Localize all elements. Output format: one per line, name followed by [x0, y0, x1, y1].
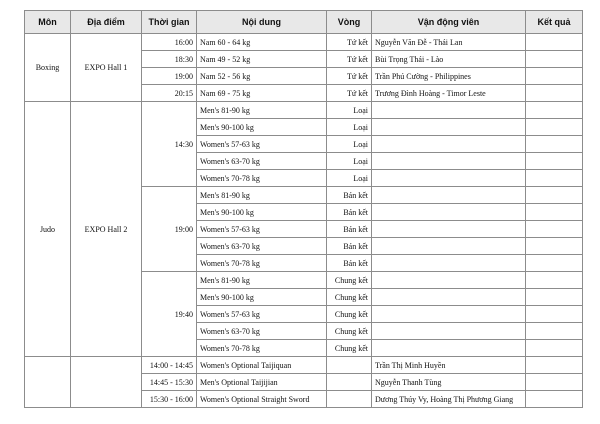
- content-cell: Women's 70-78 kg: [197, 255, 327, 272]
- round-cell: Chung kết: [327, 272, 372, 289]
- round-cell: Bán kết: [327, 238, 372, 255]
- round-cell: Tứ kết: [327, 85, 372, 102]
- result-cell: [526, 68, 583, 85]
- content-cell: Women's 57-63 kg: [197, 306, 327, 323]
- round-cell: Loại: [327, 119, 372, 136]
- result-cell: [526, 85, 583, 102]
- result-cell: [526, 323, 583, 340]
- athlete-cell: [372, 119, 526, 136]
- athlete-cell: [372, 221, 526, 238]
- content-cell: Nam 69 - 75 kg: [197, 85, 327, 102]
- athlete-cell: [372, 102, 526, 119]
- content-cell: Women's 63-70 kg: [197, 153, 327, 170]
- content-cell: Men's 90-100 kg: [197, 204, 327, 221]
- athlete-cell: [372, 170, 526, 187]
- sport-cell: [25, 357, 71, 408]
- time-cell: 18:30: [142, 51, 197, 68]
- time-cell: 14:00 - 14:45: [142, 357, 197, 374]
- round-cell: Loại: [327, 153, 372, 170]
- header-round: Vòng: [327, 11, 372, 34]
- result-cell: [526, 374, 583, 391]
- time-cell: 15:30 - 16:00: [142, 391, 197, 408]
- result-cell: [526, 272, 583, 289]
- result-cell: [526, 34, 583, 51]
- round-cell: Loại: [327, 170, 372, 187]
- schedule-body: [25, 34, 583, 408]
- round-cell: Tứ kết: [327, 68, 372, 85]
- round-cell: Loại: [327, 102, 372, 119]
- result-cell: [526, 204, 583, 221]
- result-cell: [526, 153, 583, 170]
- table-row: [25, 34, 583, 51]
- athlete-cell: Trần Phú Cường - Philippines: [372, 68, 526, 85]
- athlete-cell: [372, 204, 526, 221]
- content-cell: Women's 63-70 kg: [197, 238, 327, 255]
- athlete-cell: [372, 187, 526, 204]
- table-row: [25, 102, 583, 119]
- round-cell: [327, 357, 372, 374]
- content-cell: Women's 70-78 kg: [197, 170, 327, 187]
- athlete-cell: Nguyễn Văn Đễ - Thái Lan: [372, 34, 526, 51]
- header-row: [25, 11, 583, 34]
- athlete-cell: Trương Đình Hoàng - Timor Leste: [372, 85, 526, 102]
- round-cell: Chung kết: [327, 323, 372, 340]
- content-cell: Nam 60 - 64 kg: [197, 34, 327, 51]
- round-cell: Tứ kết: [327, 34, 372, 51]
- header-sport: Môn: [25, 11, 71, 34]
- content-cell: Women's 57-63 kg: [197, 221, 327, 238]
- round-cell: Bán kết: [327, 204, 372, 221]
- round-cell: Loại: [327, 136, 372, 153]
- result-cell: [526, 119, 583, 136]
- round-cell: Tứ kết: [327, 51, 372, 68]
- schedule-table: [24, 10, 583, 408]
- content-cell: Women's Optional Taijiquan: [197, 357, 327, 374]
- time-cell: 20:15: [142, 85, 197, 102]
- content-cell: Nam 52 - 56 kg: [197, 68, 327, 85]
- round-cell: [327, 391, 372, 408]
- athlete-cell: Trần Thị Minh Huyền: [372, 357, 526, 374]
- athlete-cell: [372, 238, 526, 255]
- round-cell: Chung kết: [327, 289, 372, 306]
- header-athlete: Vận động viên: [372, 11, 526, 34]
- venue-cell: [71, 357, 142, 408]
- result-cell: [526, 391, 583, 408]
- round-cell: Bán kết: [327, 187, 372, 204]
- round-cell: Chung kết: [327, 340, 372, 357]
- content-cell: Men's 81-90 kg: [197, 187, 327, 204]
- athlete-cell: Dương Thúy Vy, Hoàng Thị Phương Giang: [372, 391, 526, 408]
- content-cell: Women's 70-78 kg: [197, 340, 327, 357]
- venue-cell: EXPO Hall 1: [71, 34, 142, 102]
- result-cell: [526, 357, 583, 374]
- content-cell: Men's 90-100 kg: [197, 289, 327, 306]
- athlete-cell: [372, 255, 526, 272]
- athlete-cell: [372, 289, 526, 306]
- table-row: [25, 357, 583, 374]
- result-cell: [526, 221, 583, 238]
- round-cell: [327, 374, 372, 391]
- header-time: Thời gian: [142, 11, 197, 34]
- sport-cell: Judo: [25, 102, 71, 357]
- time-cell: 19:00: [142, 68, 197, 85]
- time-cell: 19:00: [142, 187, 197, 272]
- round-cell: Bán kết: [327, 255, 372, 272]
- content-cell: Nam 49 - 52 kg: [197, 51, 327, 68]
- content-cell: Men's Optional Taijijian: [197, 374, 327, 391]
- athlete-cell: [372, 323, 526, 340]
- result-cell: [526, 102, 583, 119]
- athlete-cell: [372, 153, 526, 170]
- athlete-cell: [372, 306, 526, 323]
- result-cell: [526, 306, 583, 323]
- venue-cell: EXPO Hall 2: [71, 102, 142, 357]
- content-cell: Women's 57-63 kg: [197, 136, 327, 153]
- header-result: Kết quả: [526, 11, 583, 34]
- athlete-cell: Nguyễn Thanh Tùng: [372, 374, 526, 391]
- result-cell: [526, 51, 583, 68]
- result-cell: [526, 170, 583, 187]
- time-cell: 16:00: [142, 34, 197, 51]
- result-cell: [526, 238, 583, 255]
- athlete-cell: [372, 340, 526, 357]
- header-venue: Địa điểm: [71, 11, 142, 34]
- athlete-cell: Bùi Trọng Thái - Lào: [372, 51, 526, 68]
- athlete-cell: [372, 272, 526, 289]
- time-cell: 14:45 - 15:30: [142, 374, 197, 391]
- content-cell: Men's 81-90 kg: [197, 272, 327, 289]
- content-cell: Men's 81-90 kg: [197, 102, 327, 119]
- athlete-cell: [372, 136, 526, 153]
- result-cell: [526, 289, 583, 306]
- result-cell: [526, 255, 583, 272]
- sport-cell: Boxing: [25, 34, 71, 102]
- round-cell: Chung kết: [327, 306, 372, 323]
- time-cell: 19:40: [142, 272, 197, 357]
- result-cell: [526, 187, 583, 204]
- round-cell: Bán kết: [327, 221, 372, 238]
- content-cell: Men's 90-100 kg: [197, 119, 327, 136]
- content-cell: Women's 63-70 kg: [197, 323, 327, 340]
- result-cell: [526, 340, 583, 357]
- result-cell: [526, 136, 583, 153]
- header-content: Nội dung: [197, 11, 327, 34]
- content-cell: Women's Optional Straight Sword: [197, 391, 327, 408]
- time-cell: 14:30: [142, 102, 197, 187]
